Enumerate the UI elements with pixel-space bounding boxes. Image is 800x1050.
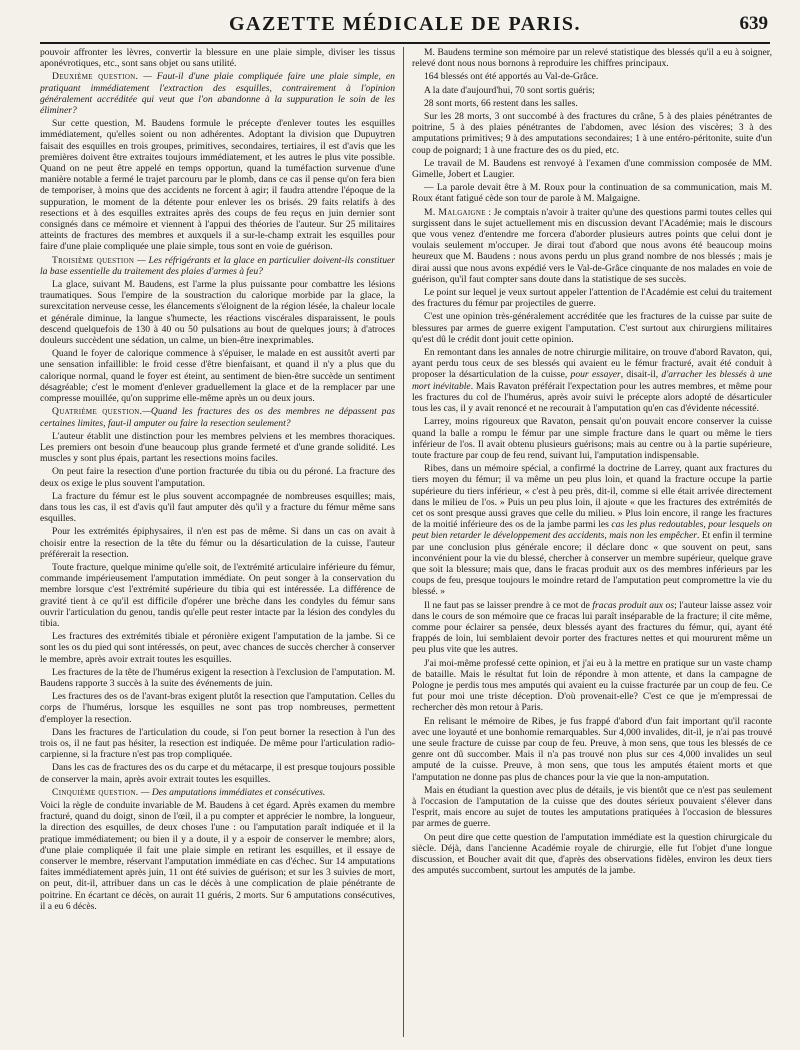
- quote-run: pour essayer: [570, 369, 621, 381]
- paragraph: pouvoir affronter les lèvres, convertir la blessure en une plaie simple, diviser les tissus aponévrotiques, etc., sont sans objet ou sans utilité.: [40, 47, 395, 70]
- paragraph: Dans les cas de fractures des os du carpe et du métacarpe, il est presque toujours possible de conserver la main, après avoir extrait toutes les esquilles.: [40, 762, 395, 785]
- speech-text: : Je comptais n'avoir à traiter qu'une des questions parmi toutes celles qui surgissent dans le sujet actuellement mis en discussion devant l'Académie; mais le discours que vous venez d'entendre me forcera d'aborder plusieurs autres points que celui dont je voulais seulement m'occuper. Je dirai tout d'abord que nous avons été beaucoup moins heureux que M. Baudens : nous avons perdu un plus grand nombre de nos blessés ; mais je dirai aussi que nous avons expédié vers le Val-de-Grâce cinquante de nos malades en voie de guérison, qu'il faut compter sans doute dans la statistique de ses succès.: [412, 206, 772, 285]
- paragraph: Le point sur lequel je veux surtout appeler l'attention de l'Académie est celui du traitement des fractures du fémur par projectiles de guerre.: [412, 287, 772, 310]
- paragraph: La glace, suivant M. Baudens, est l'arme la plus puissante pour combattre les lésions traumatiques. Sous l'empire de la soustraction du calorique morbide par la glace, la surexcitation nerveuse cesse, les élancements s'éloignent de la région lésée, la chaleur locale et générale diminue, la langue s'humecte, les réactions viscérales disparaissent, le pouls descend quelquefois de 130 à 40 ou 50 pulsations au bout de quelques jours; à d'atroces douleurs succèdent une sédation, un calme, un bien-être inexprimables.: [40, 279, 395, 347]
- paragraph: On peut dire que cette question de l'amputation immédiate est la question chirurgicale du siècle. Déjà, dans l'ancienne Académie royale de chirurgie, elle fut l'objet d'une longue discussion, et Boucher avait dit que, d'après des observations fidèles, environ les deux tiers des amputés succombent, surtout les amputés de la jambe.: [412, 831, 772, 877]
- speaker-name: M. Malgaigne: [424, 206, 486, 218]
- paragraph: Le travail de M. Baudens est renvoyé à l'examen d'une commission composée de MM. Gimelle, Jobert et Laugier.: [412, 157, 772, 181]
- text-run: Il ne faut pas se laisser prendre à ce mot de: [424, 599, 593, 611]
- question-label: Quatrième question.: [52, 406, 143, 418]
- paragraph: — La parole devait être à M. Roux pour la continuation de sa communication, mais M. Roux étant fatigué cède son tour de parole à M. Malgaigne.: [412, 182, 772, 205]
- question-label: Troisième question: [52, 254, 135, 266]
- paragraph: Sur les 28 morts, 3 ont succombé à des fractures du crâne, 5 à des plaies pénétrantes de poitrine, 5 à des plaies pénétrantes de l'abdomen, avec lésion des viscères; 3 à des amputations primitives; 9 à des amputations secondaires; 1 à une entéro-péritonite, suite d'un coup de poignard; 1 à une fracture des os du pied, etc.: [412, 111, 772, 156]
- masthead: [40, 10, 770, 44]
- paragraph: [412, 600, 772, 656]
- paragraph: Mais en étudiant la question avec plus de détails, je vis bientôt que ce n'est pas seulement à l'occasion de l'amputation de la cuisse que des doutes sérieux pouvaient s'élever dans l'esprit, mais encore au sujet de toutes les amputations pratiquées à l'occasion de blessures par armes de guerre.: [412, 784, 772, 830]
- left-column: [40, 47, 395, 1037]
- question-text: —Quand les fractures des os des membres ne dépassent pas certaines limites, faut-il amputer ou faire la resection seulement?: [40, 406, 395, 429]
- speaker-paragraph: [412, 207, 772, 285]
- quote-run: cas les plus redoutables, pour lesquels on peut bien retarder le développement des accidents, mais non les empêcher: [412, 519, 772, 542]
- right-column: [412, 47, 772, 1037]
- statistic-line: A la date d'aujourd'hui, 70 sont sortis guéris;: [424, 84, 595, 96]
- paragraph: [412, 463, 772, 597]
- question-heading: [40, 406, 395, 428]
- page-number: 639: [739, 13, 768, 34]
- paragraph: Les fractures de la tête de l'humérus exigent la resection à l'exclusion de l'amputation. M. Baudens rapporte 3 succès à la suite des événements de juin.: [40, 666, 395, 689]
- text-run: , disait-il,: [620, 369, 662, 381]
- paragraph: La fracture du fémur est le plus souvent accompagnée de nombreuses esquilles; mais, dans tous les cas, il est d'avis qu'il faut amputer dès qu'il y a fracture du fémur même sans esquilles.: [40, 490, 395, 525]
- paragraph: C'est une opinion très-généralement accréditée que les fractures de la cuisse par suite de blessures par armes de guerre exigent l'amputation. C'est surtout aux chirurgiens militaires qu'est dû le crédit dont jouit cette opinion.: [412, 311, 772, 345]
- statistic-line: 164 blessés ont été apportés au Val-de-Grâce.: [424, 71, 599, 83]
- text-run: En remontant dans les annales de notre chirurgie militaire, on trouve d'abord Ravaton, qui, ayant perdu tous ceux de ses blessés qui avaient eu le fémur fracturé, avait été conduit à proposer la désarticulation de la cuisse,: [412, 347, 772, 381]
- text-run: ; l'auteur laisse assez voir dans le cours de son mémoire que ce fracas lui paraît inséparable de la fracture; il cite même, comme pour éclairer sa pensée, deux blessés ayant des fractures du fémur, qui, ayant été frappés de loin, lui semblaient devoir porter des fractures nettes et qui moururent même un peu plus vite que les autres.: [412, 599, 772, 656]
- paragraph: Sur cette question, M. Baudens formule le précepte d'enlever toutes les esquilles immédiatement, qu'elles soient ou non adhérentes. Adoptant la division que Dupuytren faisait des esquilles en trois groupes, primitives, secondaires, tertiaires, il est d'avis que les premières doivent être extraites toujours immédiatement, et les autres le plus vite possible. Quand on ne peut être appelé en temps opportun, quand la tuméfaction survenue d'une manière notable a fermé le trajet parcouru par le plomb, dans ce cas il pense qu'on fera bien de temporiser, à moins que des accidents ne forcent à agir; il faudra attendre l'époque de la suppuration, le moment de la détente pour enlever les os brisés. 29 faits relatifs à des resections et à des esquilles extraites après des coups de feu reçus en juin dernier sont consignés dans ce mémoire et viennent à l'appui des théories de l'auteur. Sur 25 militaires atteints de fractures des membres et auxquels il a sur-le-champ extrait les esquilles pour faire d'une plaie compliquée une plaie simple, tous sont en voie de guérison.: [40, 118, 395, 253]
- question-heading: [40, 787, 395, 798]
- question-heading: [40, 255, 395, 277]
- paragraph: Quand le foyer de calorique commence à s'épuiser, le malade en est aussitôt averti par une sensation infaillible: le froid cesse d'être bienfaisant, et quand il n'y a plus que du calorique normal, quand le foyer est éteint, au sentiment de bien-être succède un sentiment désagréable; c'est le moment d'enlever graduellement la glace et de la remplacer par une compresse mouillée, qu'on supprime elle-même après un ou deux jours.: [40, 348, 395, 405]
- paragraph: [412, 347, 772, 414]
- paragraph: Les fractures des extrémités tibiale et péronière exigent l'amputation de la jambe. Si ce sont les os du pied qui sont intéressés, on peut, avec chances de succès chercher à conserver le membre, après avoir extrait toutes les esquilles.: [40, 631, 395, 665]
- paragraph: Pour les extrémités épiphysaires, il n'en est pas de même. Si dans un cas on avait à choisir entre la resection de la tête du fémur ou la désarticulation de la cuisse, l'auteur préférerait la resection.: [40, 526, 395, 560]
- text-run: . Et enfin il termine par une conclusion plus générale encore; il déclare donc « que souvent on peut, sans inconvénient pour la vie du blessé, chercher à conserver un membre supérieur, quelque grave que soit la blessure; mais que, dans le fracas produit aux os des membres inférieurs par les coups de feu, presque toujours le moindre retard de l'amputation peut compromettre la vie du blessé. »: [412, 530, 772, 598]
- paragraph: Toute fracture, quelque minime qu'elle soit, de l'extrémité articulaire inférieure du fémur, commande impérieusement l'amputation immédiate. On peut songer à la conservation du membre lorsque c'est l'extrémité supérieure du tibia qui est intéressée. La différence de gravité tient à ce qu'il est difficile d'opérer une brèche dans les condyles du fémur sans ouvrir l'articulation du genou, tandis qu'elle peut rester intacte par la lésion des condyles du tibia.: [40, 561, 395, 629]
- column-divider: [403, 47, 404, 1037]
- question-heading: [40, 71, 395, 116]
- text-run: Ribes, dans un mémoire spécial, a confirmé la doctrine de Larrey, quant aux fractures du tiers moyen du fémur; il va même un peu plus loin, et quand la fracture occupe la partie supérieure du tiers inférieur, « c'est à peu près, dit-il, comme si elle était arrivée directement dans le milieu de l'os. » Puis un peu plus loin, il ajoute « que les fractures des extrémités de cet os sont presque aussi graves que celle du milieu. » Plus loin encore, il range les fractures de la moitié inférieure des os de la jambe parmi les: [412, 463, 772, 531]
- paragraph: Larrey, moins rigoureux que Ravaton, pensait qu'on pouvait encore conserver la cuisse quand la balle a rompu le fémur par une simple fracture dans le quart ou même le tiers inférieur de l'os. Il avait obtenu plusieurs guérisons; mais au centre ou à la partie supérieure, toute fracture par coup de feu rend, suivant lui, l'amputation indispensable.: [412, 416, 772, 461]
- paragraph: M. Baudens termine son mémoire par un relevé statistique des blessés qu'il a eu à soigner, relevé dont nous nous bornons à reproduire les chiffres principaux.: [412, 47, 772, 70]
- newspaper-title: GAZETTE MÉDICALE DE PARIS.: [228, 13, 582, 35]
- text-run: . Mais Ravaton préférait l'expectation pour les autres membres, et même pour les fractures du col de l'humérus, après avoir suivi le précepte alors adopté de désarticuler tous les cas, il y avait renoncé et ne recourait à l'amputation qu'en cas d'évidente nécessité.: [412, 380, 772, 415]
- paragraph: On peut faire la resection d'une portion fracturée du tibia ou du péroné. La fracture des deux os exige le plus souvent l'amputation.: [40, 466, 395, 489]
- paragraph: En relisant le mémoire de Ribes, je fus frappé d'abord d'un fait important qu'il raconte avec une loyauté et une bonhomie remarquables. Sur 4,000 invalides, dit-il, je n'ai pas trouvé une seule fracture de cuisse par coup de feu. Preuve, à mon sens, que tous les blessés de ce genre ont dû succomber. Mais il n'a pas trouvé non plus sur ces 4,000 invalides un seul amputé de la cuisse. Preuve, à mon sens, que tous les amputés étaient morts et que l'amputation ne donne pas plus de chances pour la vie que la non-amputation.: [412, 715, 772, 783]
- statistic-line: 28 sont morts, 66 restent dans les salles.: [424, 97, 578, 109]
- paragraph: L'auteur établit une distinction pour les membres pelviens et les membres thoraciques. Les premiers ont besoin d'une beaucoup plus grande fermeté et d'une grande solidité. Les muscles y sont plus épais, partant les resections moins faciles.: [40, 430, 395, 465]
- quote-run: fracas produit aux os: [592, 599, 675, 611]
- question-text: — Faut-il d'une plaie compliquée faire une plaie simple, en pratiquant immédiatement l'extraction des esquilles, contrairement à l'opinion généralement accréditée qui veut que l'on abandonne à la suppuration le soin de les éliminer?: [40, 71, 395, 117]
- paragraph: J'ai moi-même professé cette opinion, et j'ai eu à la mettre en pratique sur un vaste champ de bataille. Mais le résultat fut loin de répondre à mon attente, et dans la campagne de Pologne je perdis tous mes amputés qui avaient eu la cuisse fracturée par un coup de feu. Ce fut pour moi une triste déception. D'où provenait-elle? C'est ce que je m'empressai de rechercher dès mon retour à Paris.: [412, 657, 772, 714]
- paragraph: Voici la règle de conduite invariable de M. Baudens à cet égard. Après examen du membre fracturé, quand du doigt, sinon de l'œil, il a pu compter et apprécier le nombre, la longueur, la direction des esquilles, de deux choses l'une : ou l'amputation paraît indiquée et il la pratique immédiatement; ou bien il y a doute, il y a espoir de conserver le membre; alors, d'une plaie compliquée il fait une plaie simple en retirant les esquilles, et il essaye de conserver le membre, réservant l'amputation immédiate en cas d'échec. Sur 14 amputations faites immédiatement après juin, 11 ont été suivies de guérison; et sur les 3 suivies de mort, on peut, dit-il, attribuer dans un cas le décès à une complication de plaie pénétrante de poitrine. En écartant ce décès, on aurait 11 guéris, 2 morts. Sur 6 amputations consécutives, il a eu 6 décès.: [40, 800, 395, 912]
- question-label: Deuxième question.: [52, 71, 139, 83]
- question-text: — Des amputations immédiates et consécutives.: [138, 786, 326, 798]
- question-label: Cinquième question.: [52, 786, 139, 798]
- question-text: — Les réfrigérants et la glace en particulier doivent-ils constituer la base essentielle du traitement des plaies d'armes à feu?: [40, 254, 395, 277]
- paragraph: Les fractures des os de l'avant-bras exigent plutôt la resection que l'amputation. Celles du corps de l'humérus, lorsque les esquilles ne sont pas trop nombreuses, permettent d'employer la resection.: [40, 691, 395, 725]
- paragraph: Dans les fractures de l'articulation du coude, si l'on peut borner la resection à l'un des trois os, il ne faut pas hésiter, la resection est indiquée. De même pour l'articulation radio-carpienne, si la fracture n'est pas trop compliquée.: [40, 726, 395, 761]
- quote-run: d'arracher les blessés à une mort inévitable: [412, 369, 772, 392]
